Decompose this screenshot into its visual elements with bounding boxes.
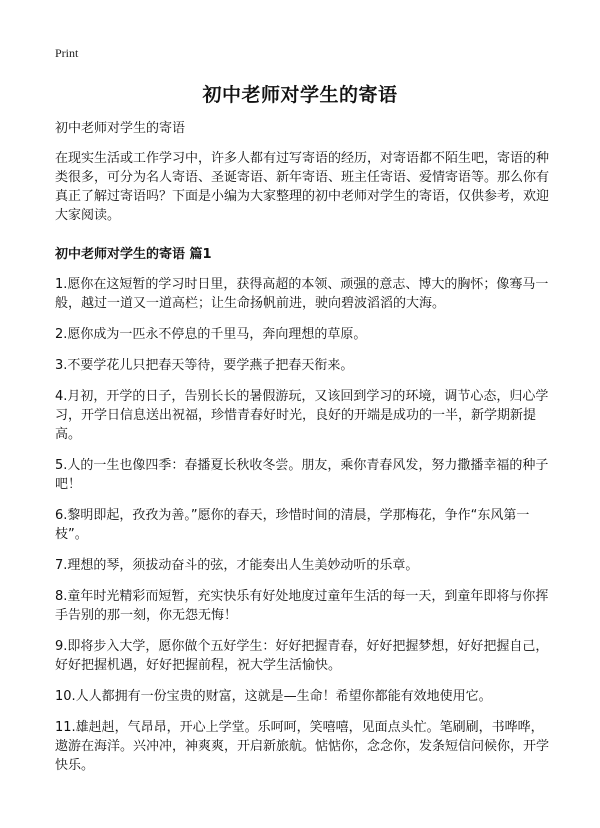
article-body: [55, 119, 555, 787]
list-item: 10.人人都拥有一份宝贵的财富，这就是—生命！希望你都能有效地使用它。: [55, 689, 492, 704]
article-subtitle: 初中老师对学生的寄语: [55, 121, 186, 136]
list-item: 9.即将步入大学，愿你做个五好学生：好好把握青春，好好把握梦想，好好把握自己，好好把握机遇，好好把握前程，祝大学生活愉快。: [55, 639, 549, 673]
list-item: 6.黎明即起，孜孜为善。”愿你的春天，珍惜时间的清晨，学那梅花，争作“东风第一枝”。: [55, 508, 530, 542]
list-item: 8.童年时光精彩而短暂，充实快乐有好处地度过童年生活的每一天，到童年即将与你挥手告别的那一刻，你无怨无悔！: [55, 589, 549, 623]
list-item: 7.理想的琴，须拔动奋斗的弦，才能奏出人生美妙动听的乐章。: [55, 558, 419, 573]
list-item: 3.不要学花儿只把春天等待，要学燕子把春天衔来。: [55, 358, 354, 373]
list-item: 2.愿你成为一匹永不停息的千里马，奔向理想的草原。: [55, 327, 367, 342]
print-link[interactable]: Print: [55, 46, 79, 60]
list-item: 5.人的一生也像四季：春播夏长秋收冬尝。朋友，乘你青春风发，努力撒播幸福的种子吧！: [55, 458, 549, 492]
list-item: 11.雄赳赳，气昂昂，开心上学堂。乐呵呵，笑嘻嘻，见面点头忙。笔刷刷，书哗哗，遨游在海洋。兴冲冲，神爽爽，开启新旅航。惦惦你，念念你，发条短信问候你，开学快乐。: [55, 720, 550, 773]
list-item: 1.愿你在这短暂的学习时日里，获得高超的本领、顽强的意志、博大的胸怀；像骞马一般，越过一道又一道高栏；让生命扬帆前进，驶向碧波滔滔的大海。: [55, 277, 549, 311]
list-item: 4.月初，开学的日子，告别长长的暑假游玩，又该回到学习的环境，调节心态，归心学习，开学日信息送出祝福，珍惜青春好时光，良好的开端是成功的一半，新学期新提高。: [55, 389, 549, 442]
section-heading: 初中老师对学生的寄语 篇1: [55, 247, 212, 262]
page-title: 初中老师对学生的寄语: [202, 84, 398, 106]
intro-paragraph: 在现实生活或工作学习中，许多人都有过写寄语的经历，对寄语都不陌生吧，寄语的种类很多，可分为名人寄语、圣诞寄语、新年寄语、班主任寄语、爱情寄语等。那么你有真正了解过寄语吗？下面是小编为大家整理的初中老师对学生的寄语，仅供参考，欢迎大家阅读。: [55, 151, 550, 223]
